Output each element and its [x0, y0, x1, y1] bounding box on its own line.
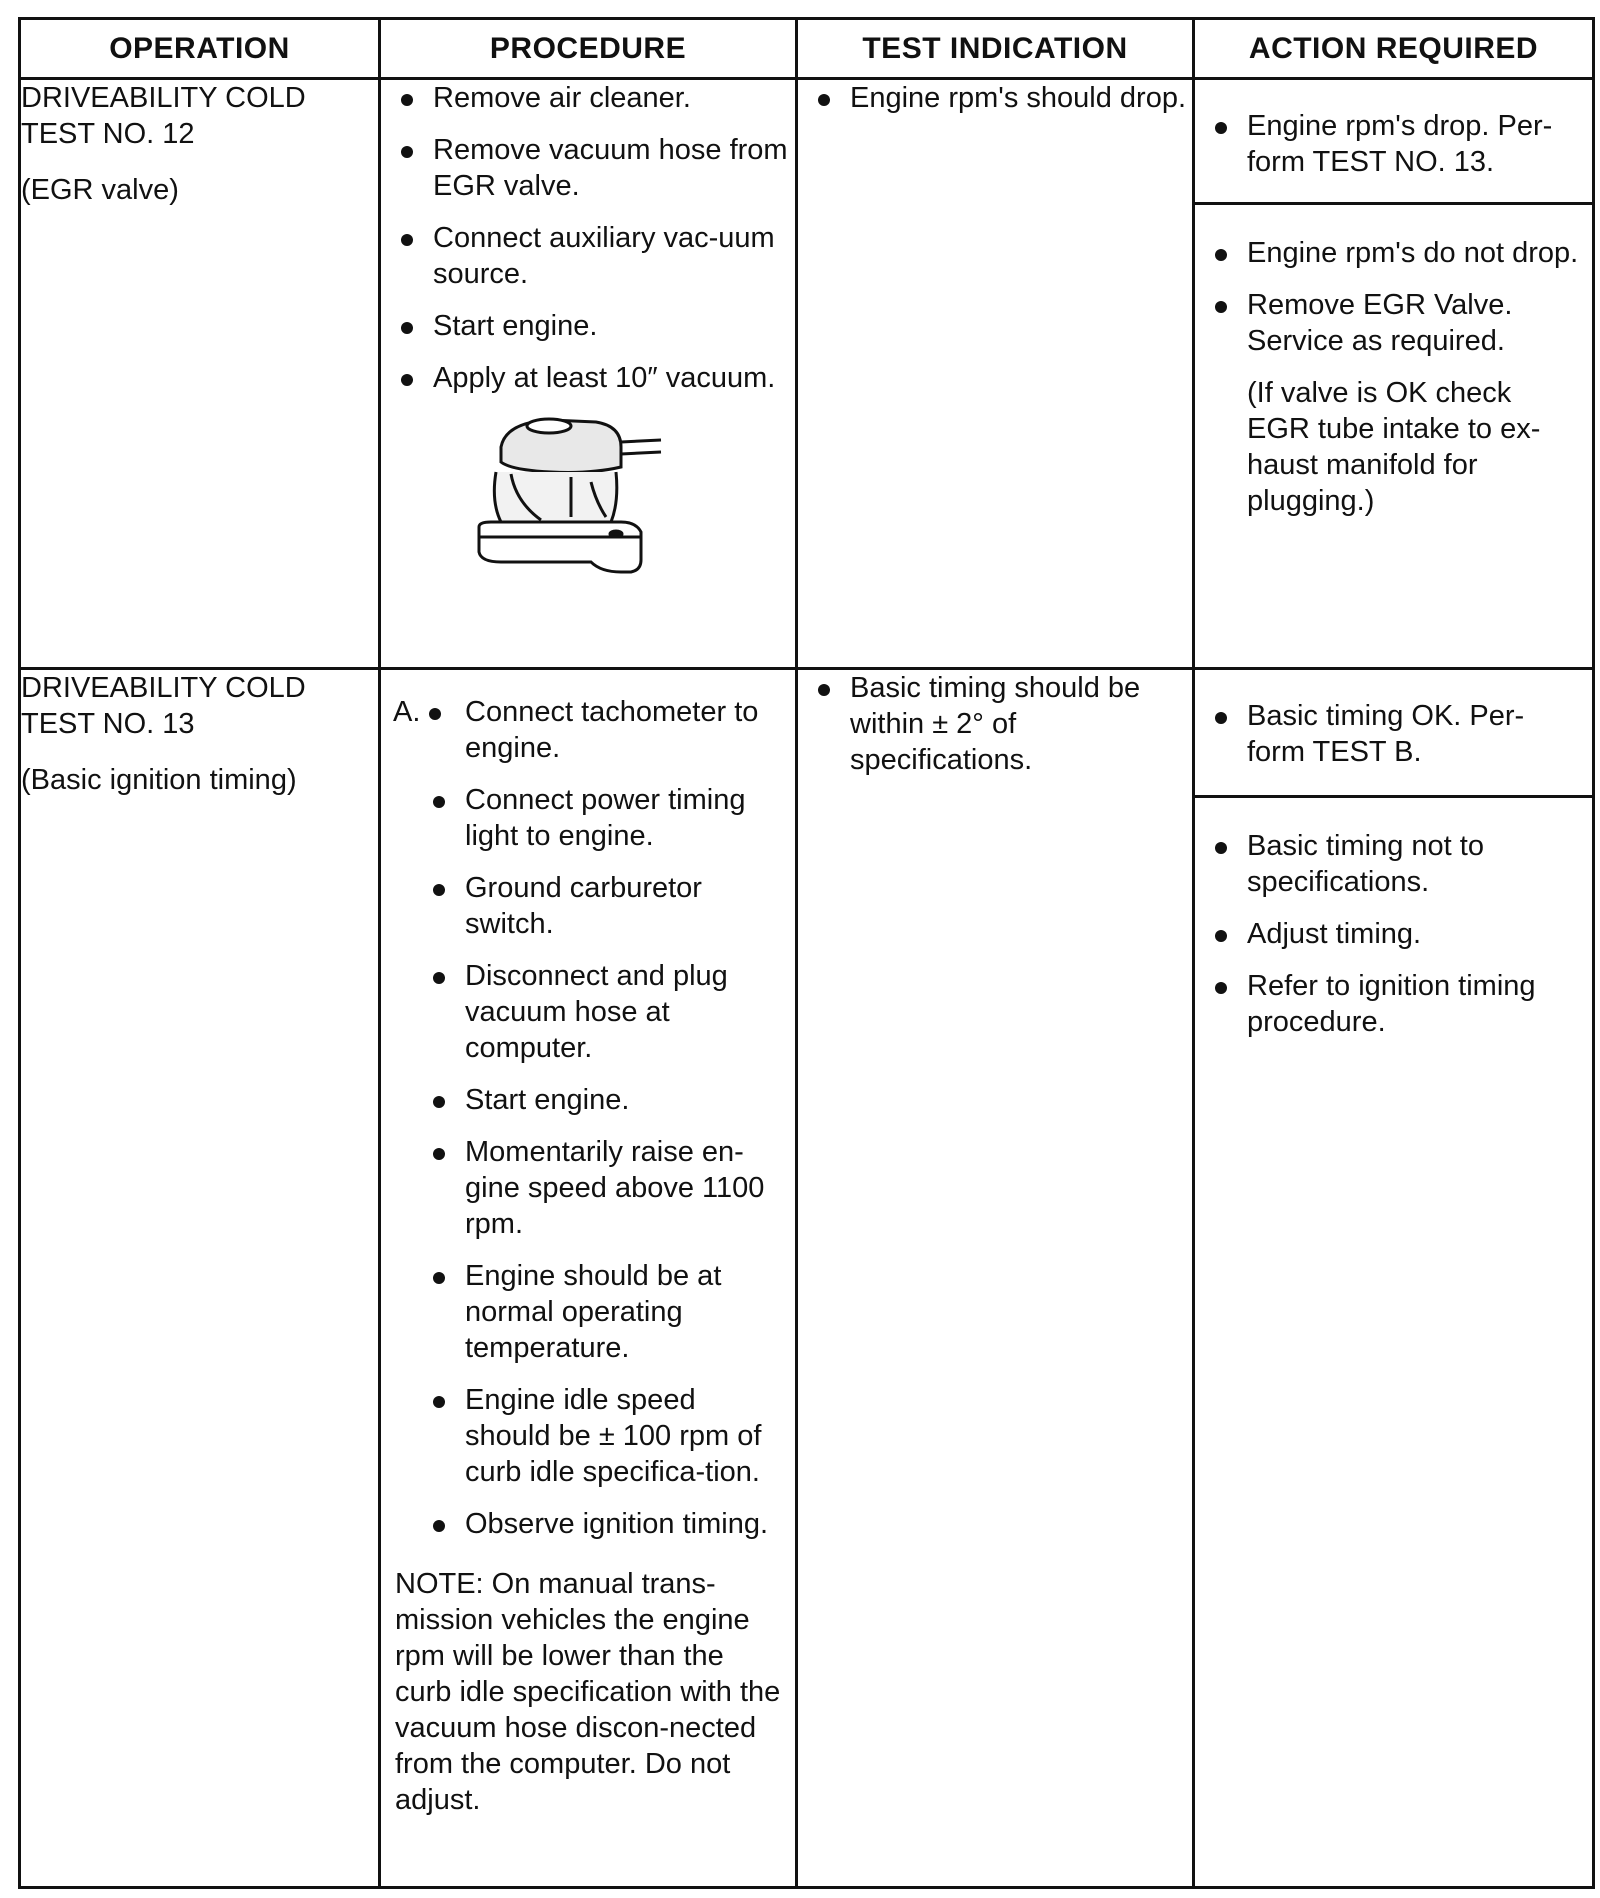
- header-operation: OPERATION: [20, 19, 380, 79]
- procedure-cell-test-13: [380, 669, 797, 1888]
- list-item: Remove vacuum hose from EGR valve.: [381, 132, 795, 204]
- list-item: Basic timing OK. Per-form TEST B.: [1195, 698, 1580, 770]
- list-item: Remove air cleaner.: [381, 80, 795, 116]
- list-item: Engine rpm's drop. Per-form TEST NO. 13.: [1195, 108, 1580, 180]
- table-row-test-12: [20, 79, 1594, 669]
- operation-cell-test-12: [20, 79, 380, 669]
- list-item: Refer to ignition timing procedure.: [1195, 968, 1580, 1040]
- operation-title-line2: TEST NO. 13: [21, 708, 195, 740]
- header-test-indication: TEST INDICATION: [797, 19, 1194, 79]
- action-list-a: [1195, 108, 1580, 180]
- list-item: Apply at least 10″ vacuum.: [381, 360, 795, 396]
- action-cell-test-12: [1194, 79, 1594, 669]
- diagnostic-table: [18, 17, 1595, 1889]
- action-list-b: [1195, 828, 1580, 1040]
- list-item: Adjust timing.: [1195, 916, 1580, 952]
- action-result-a: [1195, 80, 1592, 205]
- header-procedure: PROCEDURE: [380, 19, 797, 79]
- operation-cell-test-13: [20, 669, 380, 1888]
- table-row-test-13: [20, 669, 1594, 1888]
- header-action-required: ACTION REQUIRED: [1194, 19, 1594, 79]
- test-indication-list: [798, 670, 1192, 778]
- procedure-list: [381, 694, 783, 1542]
- test-indication-cell-test-12: [797, 79, 1194, 669]
- list-item: Engine rpm's do not drop.: [1195, 235, 1580, 271]
- egr-valve-illustration: [471, 412, 671, 582]
- action-result-b: [1195, 798, 1592, 1040]
- action-note: (If valve is OK check EGR tube intake to ex-haust manifold for plugging.): [1247, 377, 1541, 517]
- action-list-b: [1195, 235, 1580, 519]
- header-row: [20, 19, 1594, 79]
- list-item: Engine rpm's should drop.: [798, 80, 1192, 116]
- list-item: Momentarily raise en-gine speed above 1100 rpm.: [381, 1134, 783, 1242]
- list-item: Basic timing not to specifications.: [1195, 828, 1580, 900]
- operation-subtitle: (EGR valve): [21, 174, 179, 206]
- list-item: Connect power timing light to engine.: [381, 782, 783, 854]
- action-cell-test-13: [1194, 669, 1594, 1888]
- list-item: Basic timing should be within ± 2° of specifications.: [798, 670, 1192, 778]
- operation-title-line1: DRIVEABILITY COLD: [21, 82, 306, 114]
- list-item: Engine should be at normal operating temperature.: [381, 1258, 783, 1366]
- list-item: Ground carburetor switch.: [381, 870, 783, 942]
- operation-subtitle: (Basic ignition timing): [21, 764, 297, 796]
- step-label: A.: [393, 696, 421, 728]
- procedure-list: [381, 80, 795, 396]
- list-item: Start engine.: [381, 308, 795, 344]
- procedure-note: NOTE: On manual trans-mission vehicles the engine rpm will be lower than the curb idle specification with the vacuum hose discon-nected from the computer. Do not adjust.: [395, 1568, 781, 1816]
- test-indication-list: [798, 80, 1192, 116]
- action-result-a: [1195, 670, 1592, 798]
- list-item: Start engine.: [381, 1082, 783, 1118]
- procedure-cell-test-12: [380, 79, 797, 669]
- action-result-b: [1195, 205, 1592, 519]
- operation-title-line2: TEST NO. 12: [21, 118, 195, 150]
- action-list-a: [1195, 698, 1580, 770]
- list-item: Engine idle speed should be ± 100 rpm of curb idle specifica-tion.: [381, 1382, 783, 1490]
- list-item: Connect tachometer to engine.: [381, 694, 783, 766]
- list-item: Remove EGR Valve. Service as required.: [1195, 287, 1580, 359]
- list-item: Disconnect and plug vacuum hose at computer.: [381, 958, 783, 1066]
- list-item: Observe ignition timing.: [381, 1506, 783, 1542]
- test-indication-cell-test-13: [797, 669, 1194, 1888]
- list-item: Connect auxiliary vac-uum source.: [381, 220, 795, 292]
- operation-title-line1: DRIVEABILITY COLD: [21, 672, 306, 704]
